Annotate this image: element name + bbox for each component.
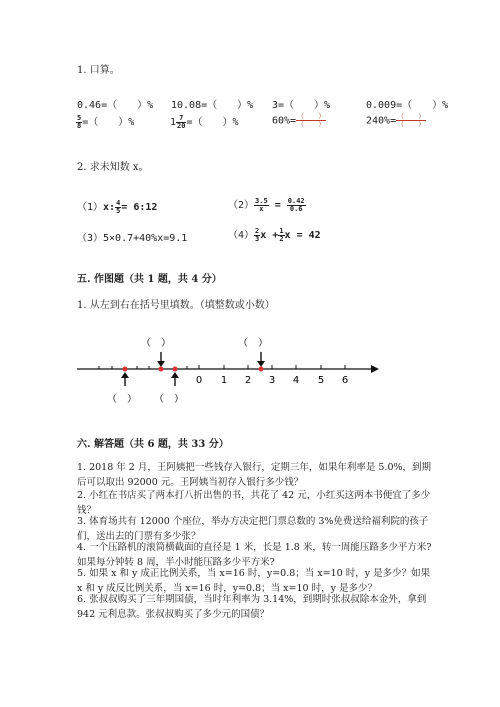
section-5-question: 1. 从左到右在括号里填数。（填整数或小数）: [77, 300, 275, 311]
word-problem-6: 6. 张叔叔购买了三年期国债，当时年利率为 3.14%，到期时张叔叔除本金外，拿到 942 元利息款。张叔叔购买了多少元的国债？: [77, 594, 427, 620]
equation-1: （1）x: $\frac{4}{5}$ = 6:12: [77, 198, 158, 215]
answer-paren-top-2: （ ）: [238, 338, 268, 349]
oral-item-mixed-fraction: 1 $\frac{7}{20}$ =（ ）%: [170, 113, 239, 130]
oral-item-fraction-5-8: $\frac{5}{8}$ =（ ）%: [77, 113, 135, 130]
tick-label: 5: [317, 375, 325, 386]
axis-arrowhead-icon: [371, 365, 379, 373]
number-line-point: [159, 367, 164, 372]
answer-paren-bottom-2: （ ）: [154, 394, 184, 405]
tick-label: 6: [341, 375, 349, 386]
oral-item: 0.46=（ ）%: [77, 100, 154, 111]
oral-item: 0.009=（ ）%: [366, 100, 449, 111]
section-6-title: 六. 解答题（共 6 题，共 33 分）: [77, 439, 229, 450]
arrow-up-icon: [171, 372, 179, 386]
question-1-label: 1. 口算。: [77, 65, 120, 76]
section-5-title: 五. 作图题（共 1 题，共 4 分）: [77, 274, 222, 285]
number-line-figure: [75, 330, 385, 410]
oral-item: 3=（ ）%: [272, 100, 331, 111]
word-problem-2: 2. 小红在书店买了两本打八折出售的书，共花了 42 元，小红买这两本书便宜了多少钱？: [77, 490, 431, 516]
tick-label: 1: [220, 375, 228, 386]
oral-item-percent-to-fraction: 240%= $\frac{( )}{( )}$: [366, 112, 426, 128]
number-line-point: [259, 367, 264, 372]
arrow-down-icon: [257, 352, 265, 367]
word-problem-5: 5. 如果 x 和 y 成正比例关系，当 x=16 时，y=0.8；当 x=10 时，y 是多少？如果 x 和 y 成反比例关系，当 x=16 时，y=0.8；当 x=10 时，y 是多少？: [77, 568, 431, 594]
tick-label: 0: [195, 375, 203, 386]
answer-paren-bottom-1: （ ）: [107, 394, 137, 405]
tick-label: 2: [244, 375, 252, 386]
word-problem-1: 1. 2018 年 2 月，王阿姨把一些钱存入银行，定期三年，如果年利率是 5.0%，到期后可以取出 92000 元。王阿姨当初存入银行多少钱？: [77, 462, 432, 488]
arrow-up-icon: [121, 372, 129, 386]
equation-3: （3）5×0.7+40%x=9.1: [77, 233, 188, 244]
arrow-down-icon: [157, 352, 165, 367]
word-problem-3: 3. 体育场共有 12000 个座位，举办方决定把门票总数的 3%免费送给福利院的孩子们，送出去的门票有多少张？: [77, 516, 429, 542]
number-line-point: [173, 367, 178, 372]
equation-2: （2） $\frac{3.5}{x}$ = $\frac{0.42}{0.6}$: [228, 196, 305, 213]
word-problem-4: 4. 一个压路机的滚筒横截面的直径是 1 米，长是 1.8 米，转一周能压路多少平方米?如果每分钟转 8 周，半小时能压路多少平方米?: [77, 542, 432, 568]
equation-4: （4） $\frac{2}{3}$ x + $\frac{1}{2}$ x = 42: [228, 226, 321, 243]
question-2-label: 2. 求未知数 x。: [77, 162, 149, 173]
oral-item: 10.08=（ ）%: [171, 100, 254, 111]
tick-label: 3: [268, 375, 276, 386]
tick-label: 4: [292, 375, 300, 386]
oral-item-percent-to-fraction: 60%= $\frac{( )}{( )}$: [272, 112, 326, 128]
number-line-point: [123, 367, 128, 372]
answer-paren-top-1: （ ）: [141, 338, 171, 349]
